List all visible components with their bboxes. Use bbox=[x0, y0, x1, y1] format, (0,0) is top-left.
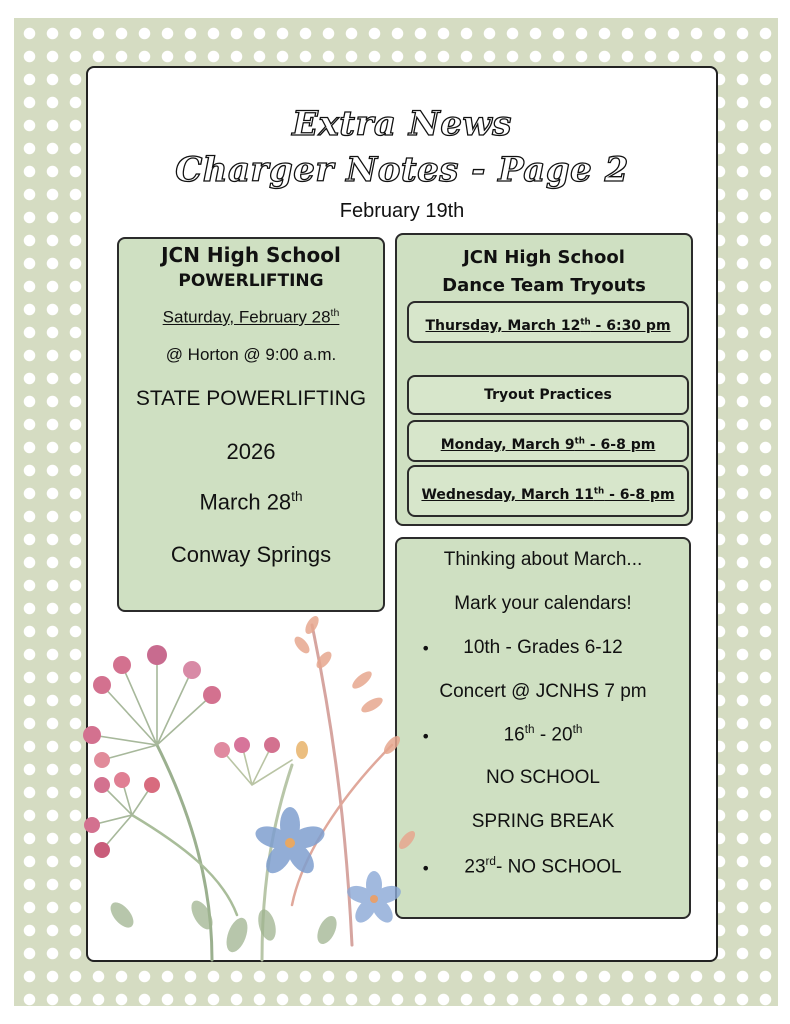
state-powerlifting-year: 2026 bbox=[226, 439, 276, 464]
practice-monday-sup: th bbox=[574, 436, 585, 446]
blue-flower-1 bbox=[253, 807, 328, 878]
practice-monday-pill bbox=[407, 420, 689, 462]
practice-monday-day: Monday, March 9 bbox=[440, 436, 575, 453]
practice-monday-label bbox=[441, 437, 656, 453]
powerlifting-box bbox=[117, 237, 385, 612]
bullet-3: • bbox=[421, 859, 431, 878]
powerlifting-school: JCN High School bbox=[161, 243, 341, 267]
day-23: 23 bbox=[464, 856, 486, 878]
tryout-practices-label: Tryout Practices bbox=[484, 387, 612, 403]
tryout-time: - 6:30 pm bbox=[590, 317, 671, 334]
day-23-text: - NO SCHOOL bbox=[495, 856, 622, 878]
tryout-date-label bbox=[425, 318, 670, 334]
march-spring-break: SPRING BREAK bbox=[471, 811, 615, 832]
bullet-1: • bbox=[421, 639, 431, 658]
watercolor-flowers-illustration bbox=[62, 585, 442, 965]
state-powerlifting-label: STATE POWERLIFTING bbox=[135, 387, 367, 410]
march-no-school: NO SCHOOL bbox=[485, 767, 601, 788]
powerlifting-location: @ Horton @ 9:00 a.m. bbox=[165, 345, 337, 364]
state-powerlifting-date bbox=[119, 489, 383, 515]
state-date-sup: th bbox=[291, 489, 303, 504]
state-powerlifting-place: Conway Springs bbox=[170, 542, 332, 567]
march-item-concert: 10th - Grades 6-12 bbox=[463, 637, 623, 658]
bullet-2: • bbox=[421, 727, 431, 746]
break-end-sup: th bbox=[572, 723, 583, 736]
tryout-date-pill bbox=[407, 301, 689, 343]
tryout-practices-pill bbox=[407, 375, 689, 415]
dance-tryouts-box bbox=[395, 233, 693, 526]
practice-wednesday-label bbox=[421, 487, 674, 503]
practice-wednesday-time: - 6-8 pm bbox=[604, 486, 675, 503]
break-end: - 20 bbox=[534, 724, 573, 746]
title-extra-news: Extra News bbox=[292, 104, 512, 144]
march-intro: Thinking about March... bbox=[443, 549, 643, 570]
powerlifting-date-sup: th bbox=[330, 307, 340, 319]
practice-wednesday-pill bbox=[407, 465, 689, 517]
tryout-day: Thursday, March 12 bbox=[425, 317, 581, 334]
title-charger-notes: Charger Notes - Page 2 bbox=[175, 150, 629, 190]
day-23-sup: rd bbox=[485, 855, 496, 868]
powerlifting-date-text: Saturday, February 28 bbox=[162, 307, 331, 327]
powerlifting-title: POWERLIFTING bbox=[178, 271, 324, 291]
dance-title: Dance Team Tryouts bbox=[442, 275, 646, 296]
march-calendar-note: Mark your calendars! bbox=[454, 593, 632, 614]
march-item-concert-detail: Concert @ JCNHS 7 pm bbox=[439, 681, 647, 702]
issue-date: February 19th bbox=[339, 200, 465, 222]
break-start-sup: th bbox=[524, 723, 535, 736]
practice-wednesday-sup: th bbox=[593, 486, 605, 496]
powerlifting-date bbox=[119, 307, 383, 328]
tryout-sup: th bbox=[580, 317, 591, 327]
practice-wednesday-day: Wednesday, March 11 bbox=[421, 486, 594, 503]
break-start: 16 bbox=[503, 724, 525, 746]
practice-monday-time: - 6-8 pm bbox=[584, 436, 656, 453]
dance-school: JCN High School bbox=[463, 247, 625, 268]
state-date-text: March 28 bbox=[199, 489, 292, 515]
